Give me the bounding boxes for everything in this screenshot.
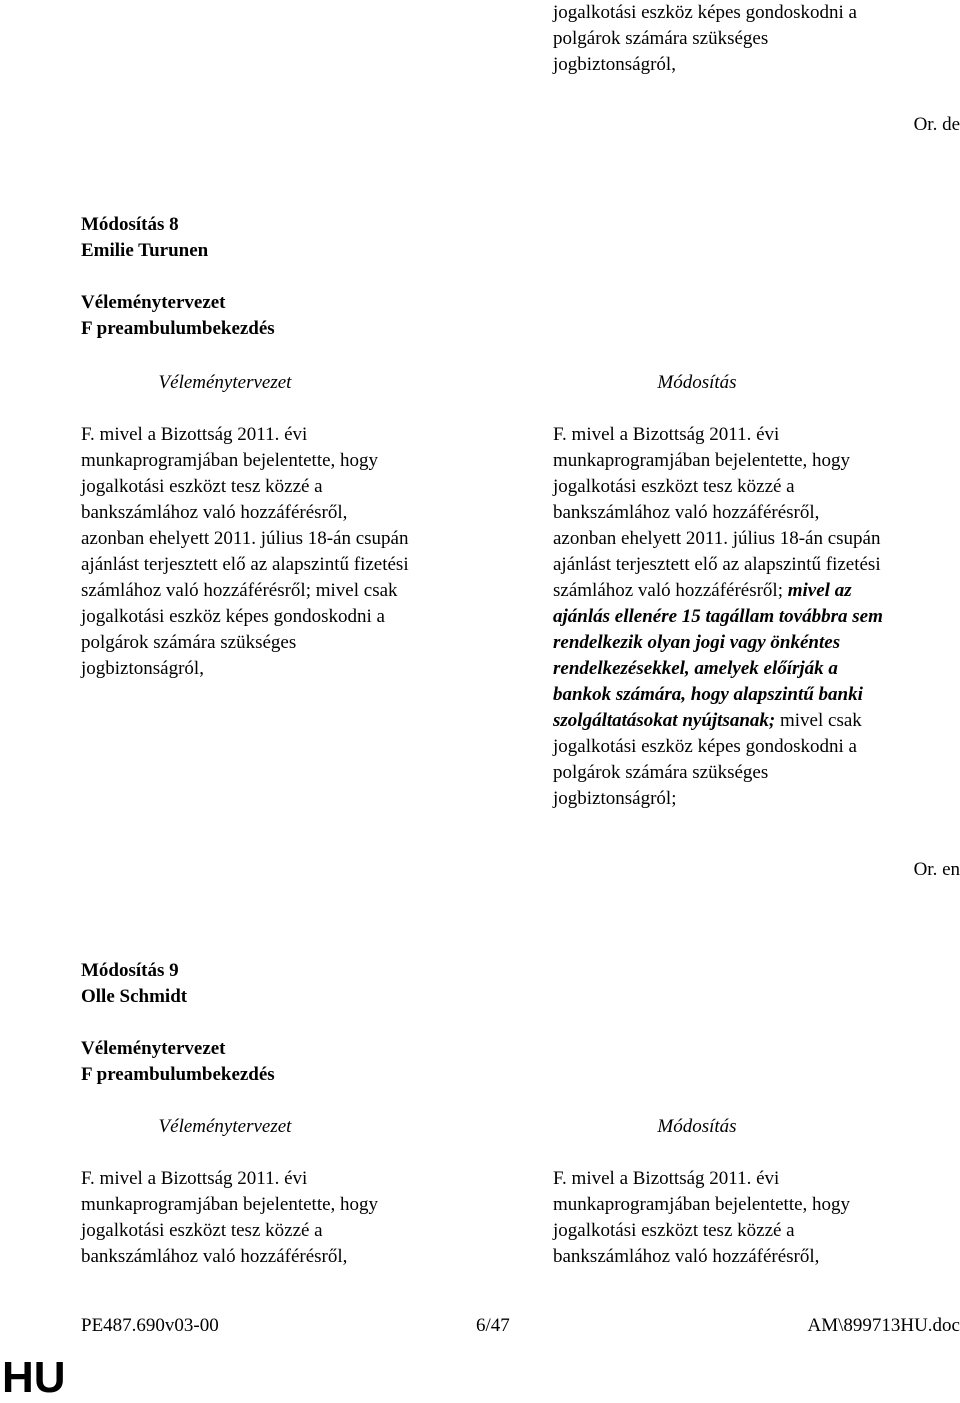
amendment-text [553,422,958,812]
amendment-text-part: mivel csak jogalkotási eszköz képes gondoskodni a polgárok számára szükséges jogbiztonságról; [553,710,862,809]
draft-text: F. mivel a Bizottság 2011. évi munkaprogramjában bejelentette, hogy jogalkotási eszközt tesz közzé a bankszámlához való hozzáférésről, azonban ehelyett 2011. július 18-án csupán ajánlást terjesztett elő az alapszintű fizetési számlához való hozzáférésről; mivel csak jogalkotási eszköz képes gondoskodni a polgárok számára szükséges jogbiztonságról, [81,424,409,679]
column-header-amendment: Módosítás [657,372,737,393]
amendment-title: Módosítás 8 [81,214,179,235]
amendment-8-header [81,212,275,342]
continued-text: jogalkotási eszköz képes gondoskodni a polgárok számára szükséges jogbiztonságról, [553,2,857,75]
amendment-text-part: F. mivel a Bizottság 2011. évi munkaprogramjában bejelentette, hogy jogalkotási eszközt tesz közzé a bankszámlához való hozzáférésről, azonban ehelyett 2011. július 18-án csupán ajánlást terjesztett elő az alapszintű fizetési számlához való hozzáférésről; [553,424,881,601]
language-code: HU [2,1353,66,1402]
amendment-section: F preambulumbekezdés [81,1064,275,1085]
draft-text: F. mivel a Bizottság 2011. évi munkaprogramjában bejelentette, hogy jogalkotási eszközt tesz közzé a bankszámlához való hozzáférésről, [81,1168,379,1267]
footer-doc-ref: PE487.690v03-00 [81,1315,219,1336]
footer-page-number: 6/47 [476,1315,510,1336]
page-footer [81,1313,960,1339]
inserted-text: mivel az ajánlás ellenére 15 tagállam továbbra sem rendelkezik olyan jogi vagy önkéntes rendelkezésekkel, amelyek előírják a bankok számára, hogy alapszintű banki szolgáltatásokat nyújtsanak; [553,580,883,731]
column-header-draft: Véleménytervezet [158,1116,292,1137]
footer-file-name: AM\899713HU.doc [807,1315,960,1336]
amendment-9-header [81,958,275,1088]
amendment-section: F preambulumbekezdés [81,318,275,339]
original-language-label: Or. en [913,859,960,880]
amendment-text: F. mivel a Bizottság 2011. évi munkaprogramjában bejelentette, hogy jogalkotási eszközt tesz közzé a bankszámlához való hozzáférésről, [553,1168,851,1267]
column-header-amendment: Módosítás [657,1116,737,1137]
original-language-label: Or. de [913,114,960,135]
amendment-document: Véleménytervezet [81,1038,226,1059]
amendment-document: Véleménytervezet [81,292,226,313]
amendment-author: Emilie Turunen [81,240,209,261]
amendment-author: Olle Schmidt [81,986,188,1007]
amendment-title: Módosítás 9 [81,960,179,981]
column-header-draft: Véleménytervezet [158,372,292,393]
